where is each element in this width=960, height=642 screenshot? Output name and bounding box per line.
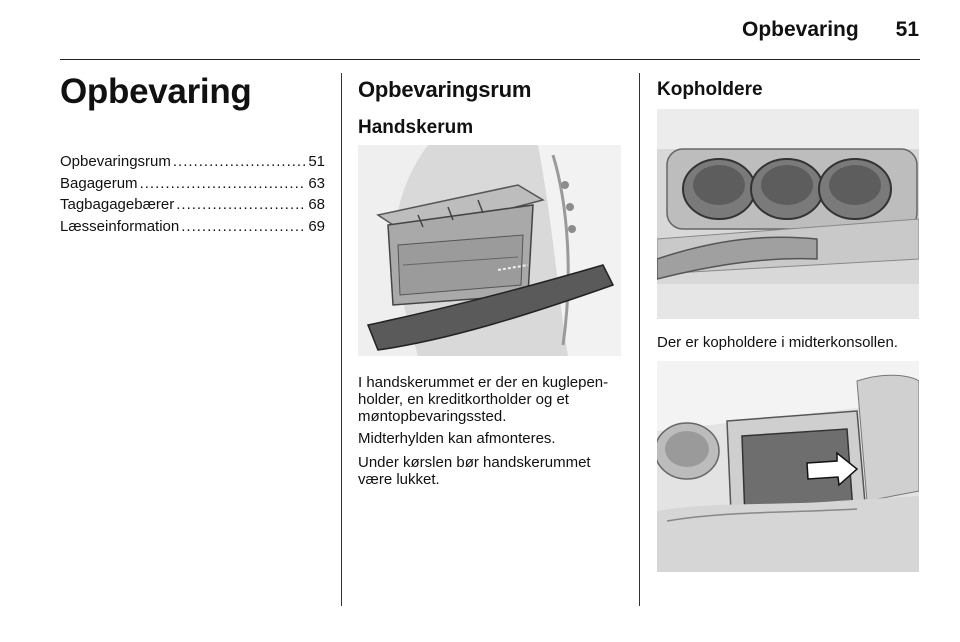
subsection-title-handskerum: Handskerum (358, 117, 474, 138)
toc-entry[interactable]: Læsseinformation ..... 69 (60, 216, 325, 238)
paragraph-1: I handskerummet er der en kuglepen-holder, en kreditkortholder og et møntopbevaringssted. (358, 374, 609, 425)
toc-entry[interactable]: Bagagerum ..... 63 (60, 173, 325, 195)
cupholder-illustration (657, 109, 919, 319)
column-divider-left (341, 73, 342, 606)
page-number: 51 (895, 18, 919, 41)
glovebox-illustration (358, 145, 621, 356)
running-header-title: Opbevaring (742, 18, 859, 41)
toc-entry[interactable]: Opbevaringsrum ..... 51 (60, 151, 325, 173)
section-title: Opbevaringsrum (358, 77, 532, 102)
header-rule (60, 59, 920, 60)
toc-entry[interactable]: Tagbagagebærer ..... 68 (60, 194, 325, 216)
subsection-title-kopholdere: Kopholdere (657, 79, 763, 100)
caption-kopholdere: Der er kopholdere i midterkonsollen. (657, 334, 898, 351)
paragraph-3: Under kørslen bør handskerummet være lukket. (358, 454, 591, 488)
console-storage-illustration (657, 361, 919, 572)
paragraph-2: Midterhylden kan afmonteres. (358, 430, 556, 447)
column-divider-right (639, 73, 640, 606)
chapter-title: Opbevaring (60, 72, 252, 111)
table-of-contents (60, 151, 325, 237)
